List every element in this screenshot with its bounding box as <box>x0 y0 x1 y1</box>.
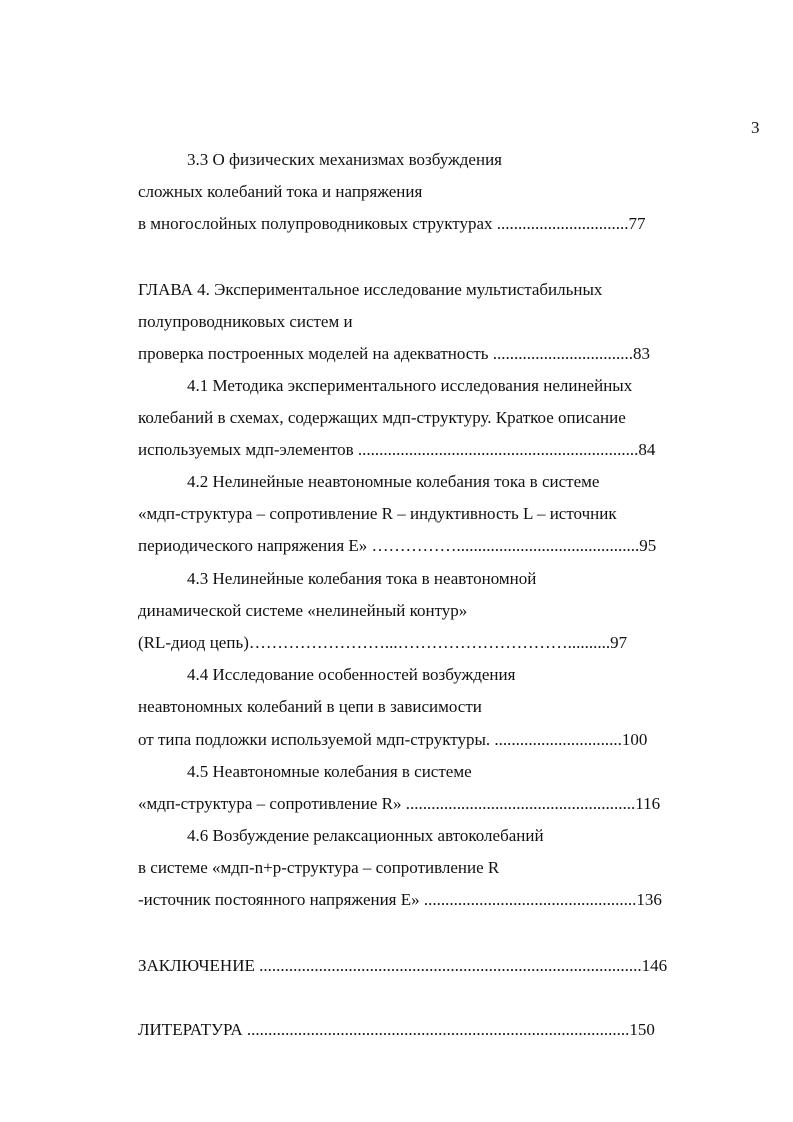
toc-line-4-6-b: в системе «мдп-n+p-структура – сопротивление R <box>138 858 500 877</box>
toc-line-literature: ЛИТЕРАТУРА ..........................................................................................150 <box>138 1020 655 1039</box>
toc-line-4-4-a: 4.4 Исследование особенностей возбуждения <box>187 665 516 684</box>
toc-line-3-3-b: сложных колебаний тока и напряжения <box>138 182 423 201</box>
toc-line-4-2-a: 4.2 Нелинейные неавтономные колебания тока в системе <box>187 472 600 491</box>
toc-line-4-1-b: колебаний в схемах, содержащих мдп-структуру. Краткое описание <box>138 408 626 427</box>
toc-line-4-2-b: «мдп-структура – сопротивление R – индуктивность L – источник <box>138 504 617 523</box>
toc-line-4-6-c: -источник постоянного напряжения E» ..................................................136 <box>138 890 662 909</box>
toc-line-4-4-b: неавтономных колебаний в цепи в зависимости <box>138 697 482 716</box>
toc-line-4-3-b: динамической системе «нелинейный контур» <box>138 601 468 620</box>
page-number: 3 <box>751 118 760 137</box>
toc-line-3-3-a: 3.3 О физических механизмах возбуждения <box>187 150 502 169</box>
toc-line-4-4-c: от типа подложки используемой мдп-структуры. ..............................100 <box>138 730 648 749</box>
toc-line-4-1-c: используемых мдп-элементов ..................................................................84 <box>138 440 656 459</box>
toc-line-4-5-b: «мдп-структура – сопротивление R» ......................................................116 <box>138 794 661 813</box>
toc-line-3-3-c: в многослойных полупроводниковых структурах ...............................77 <box>138 214 646 233</box>
toc-line-4-3-c: (RL-диод цепь)……………………...…………………………..........97 <box>138 633 628 652</box>
toc-line-4-1-a: 4.1 Методика экспериментального исследования нелинейных <box>187 376 633 395</box>
toc-line-4-3-a: 4.3 Нелинейные колебания тока в неавтономной <box>187 569 537 588</box>
toc-line-4-2-c: периодического напряжения E» ……………...........................................95 <box>138 536 657 555</box>
toc-line-4-6-a: 4.6 Возбуждение релаксационных автоколебаний <box>187 826 544 845</box>
toc-line-ch4-a: ГЛАВА 4. Экспериментальное исследование мультистабильных <box>138 280 603 299</box>
toc-line-conclusion: ЗАКЛЮЧЕНИЕ ..........................................................................................146 <box>138 956 668 975</box>
toc-line-4-5-a: 4.5 Неавтономные колебания в системе <box>187 762 472 781</box>
toc-line-ch4-c: проверка построенных моделей на адекватность .................................83 <box>138 344 651 363</box>
toc-line-ch4-b: полупроводниковых систем и <box>138 312 353 331</box>
